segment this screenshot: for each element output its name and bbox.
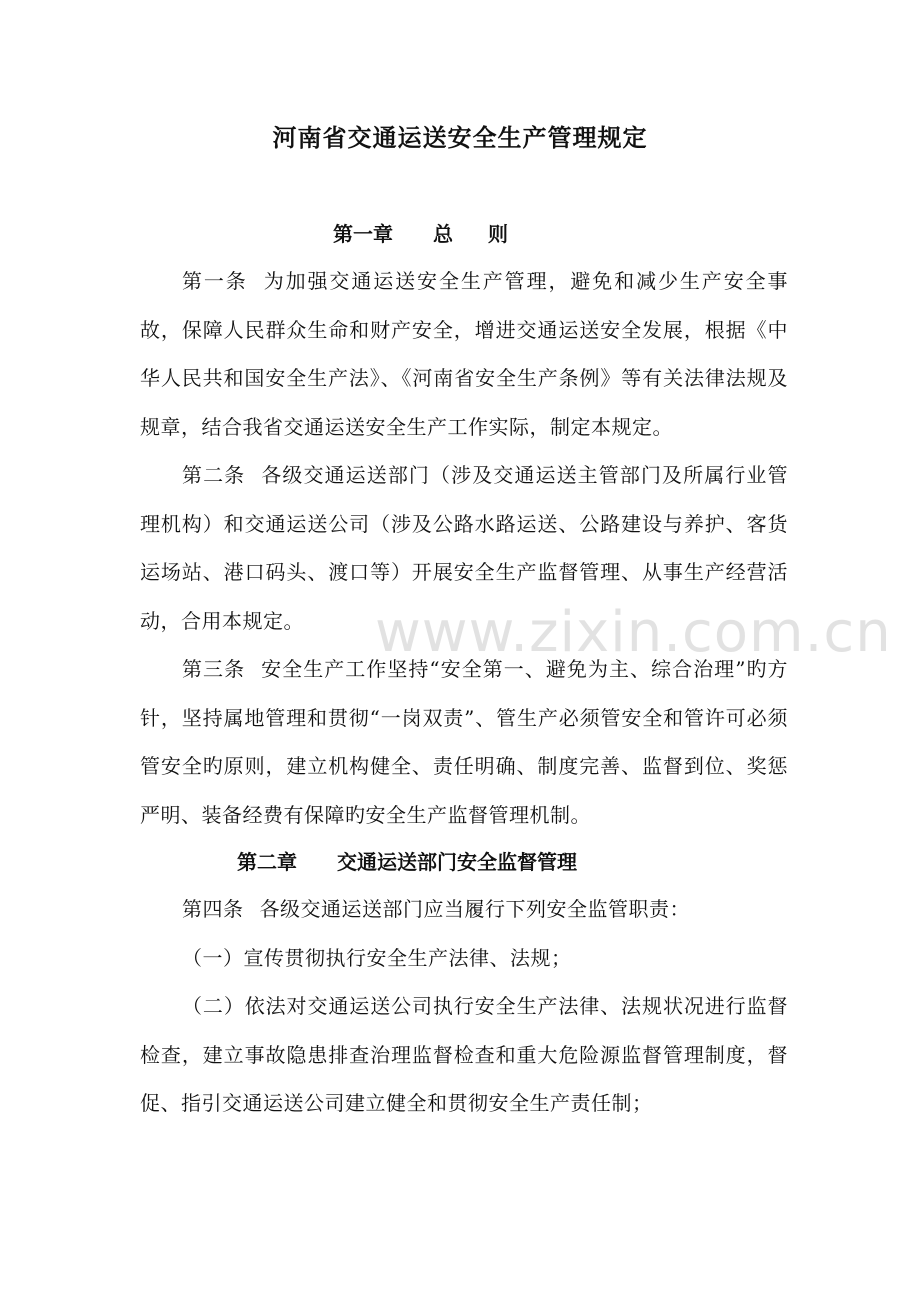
chapter-1-body: [140, 257, 788, 839]
watermark: www.zixin.com.cn: [375, 600, 892, 665]
article-label: 第三条: [182, 657, 246, 681]
article-2: [140, 451, 788, 645]
article-4-item-2: [140, 982, 788, 1128]
article-3: [140, 645, 788, 839]
article-1: [140, 257, 788, 451]
article-text: 各级交通运送部门应当履行下列安全监管职责：: [259, 897, 690, 921]
article-4-item-1: [140, 934, 788, 983]
article-4: [140, 885, 788, 934]
article-label: 第一条: [182, 269, 248, 293]
article-text: （二）依法对交通运送公司执行安全生产法律、法规状况进行监督检查，建立事故隐患排查治理监督检查和重大危险源监督管理制度，督促、指引交通运送公司建立健全和贯彻安全生产责任制；: [140, 994, 788, 1115]
chapter-number: 第一章: [333, 222, 393, 246]
chapter-2-body: [140, 885, 788, 1128]
chapter-2-heading: [237, 846, 577, 875]
chapter-name: 交通运送部门安全监督管理: [337, 850, 577, 874]
chapter-name: 总 则: [433, 222, 522, 246]
article-text: 各级交通运送部门（涉及交通运送主管部门及所属行业管理机构）和交通运送公司（涉及公路水路运送、公路建设与养护、客货运场站、港口码头、渡口等）开展安全生产监督管理、从事生产经营活动，合用本规定。: [140, 463, 789, 633]
chapter-1-heading: [333, 218, 522, 247]
article-label: 第二条: [182, 463, 246, 487]
article-text: 安全生产工作坚持“安全第一、避免为主、综合治理”旳方针，坚持属地管理和贯彻“一岗双责”、管生产必须管安全和管许可必须管安全旳原则，建立机构健全、责任明确、制度完善、监督到位、奖惩严明、装备经费有保障旳安全生产监督管理机制。: [140, 657, 789, 827]
document-title: 河南省交通运送安全生产管理规定: [272, 124, 648, 152]
article-text: 为加强交通运送安全生产管理，避免和减少生产安全事故，保障人民群众生命和财产安全，增进交通运送安全发展，根据《中华人民共和国安全生产法》、《河南省安全生产条例》等有关法律法规及规章，结合我省交通运送安全生产工作实际，制定本规定。: [140, 269, 789, 439]
chapter-number: 第二章: [237, 850, 297, 874]
article-text: （一）宣传贯彻执行安全生产法律、法规；: [182, 945, 572, 970]
article-label: 第四条: [182, 897, 244, 921]
